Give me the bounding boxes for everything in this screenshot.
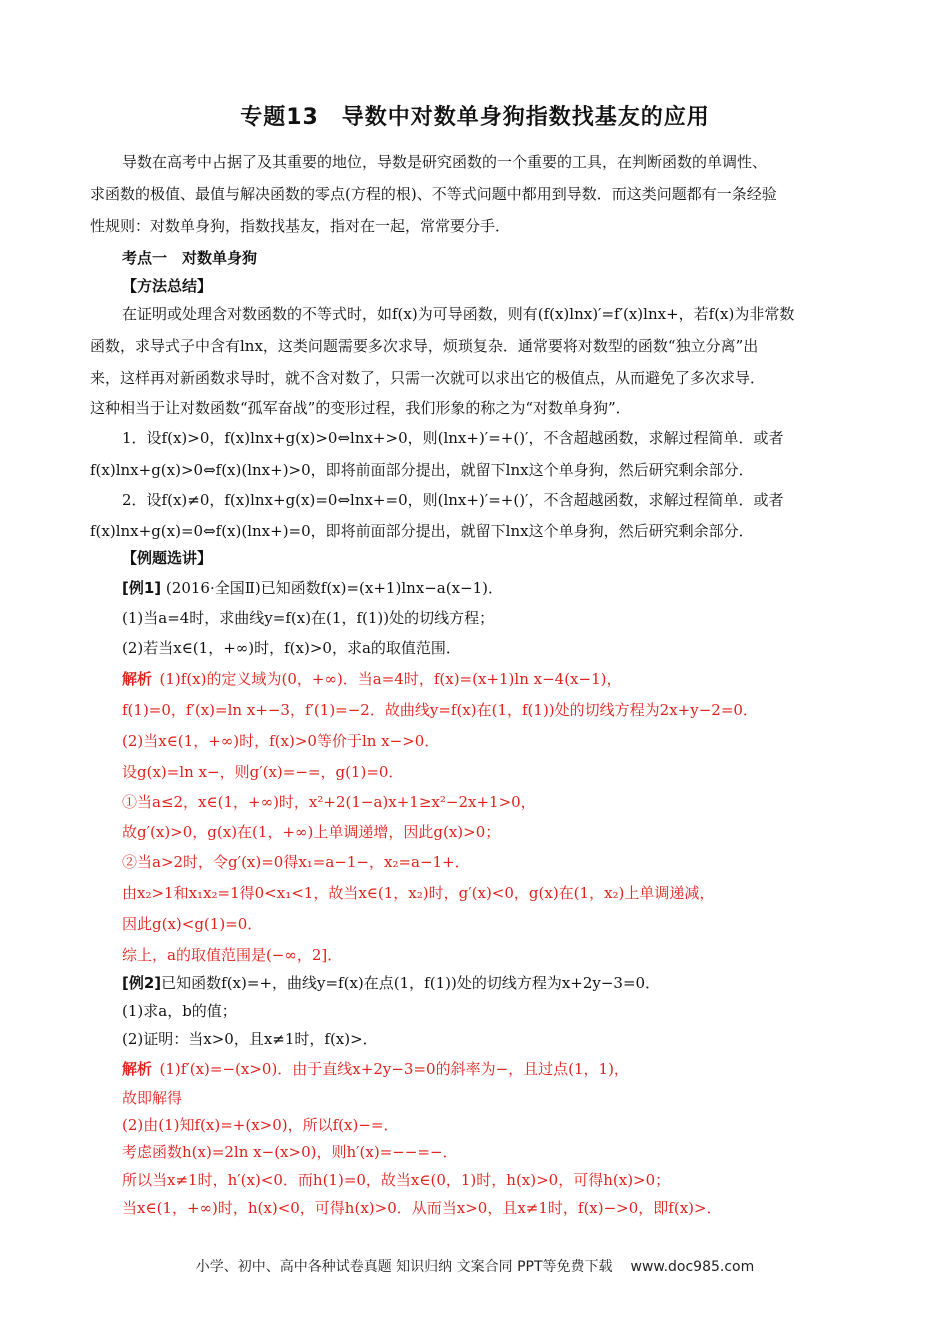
method-heading: 【方法总结】 — [122, 277, 213, 295]
page-title: 专题13 导数中对数单身狗指数找基友的应用 — [240, 105, 710, 130]
example2-text: 已知函数f(x)=+，曲线y=f(x)在点(1，f(1))处的切线方程为x+2y−3=0． — [161, 974, 661, 992]
solution1-line: (2)当x∈(1，+∞)时，f(x)>0等价于ln x−>0． — [122, 732, 440, 750]
solution1-line: ①当a≤2，x∈(1，+∞)时，x²+2(1−a)x+1≥x²−2x+1>0， — [122, 793, 536, 811]
example2-label: [例2] — [122, 974, 162, 992]
method-line: 这种相当于让对数函数“孤军奋战”的变形过程，我们形象的称之为“对数单身狗”． — [90, 399, 631, 417]
solution1-line: 因此g(x)<g(1)=0． — [122, 915, 263, 933]
example2-part1: (1)求a，b的值； — [122, 1002, 237, 1020]
intro-line: 求函数的极值、最值与解决函数的零点(方程的根)、不等式问题中都用到导数．而这类问题都有一条经验 — [90, 185, 777, 203]
footer-site-link[interactable]: www.doc985.com — [630, 1259, 755, 1275]
solution1-line: 由x₂>1和x₁x₂=1得0<x₁<1，故当x∈(1，x₂)时，g′(x)<0，g(x)在(1，x₂)上单调递减， — [122, 884, 715, 902]
example1-text: (2016·全国Ⅱ)已知函数f(x)=(x+1)lnx−a(x−1)． — [161, 579, 504, 597]
solution1-line: f(1)=0，f′(x)=ln x+−3，f′(1)=−2．故曲线y=f(x)在(1，f(1))处的切线方程为2x+y−2=0． — [122, 701, 758, 719]
solution2-line: 所以当x≠1时，h′(x)<0．而h(1)=0，故当x∈(0，1)时，h(x)>0，可得h(x)>0； — [122, 1171, 671, 1189]
method-line: 函数，求导式子中含有lnx，这类问题需要多次求导，烦琐复杂．通常要将对数型的函数“独立分离”出 — [90, 337, 759, 355]
rule-line: 2．设f(x)≠0，f(x)lnx+g(x)=0⇔lnx+=0，则(lnx+)′=+()′，不含超越函数，求解过程简单．或者 — [122, 491, 784, 509]
method-line: 在证明或处理含对数函数的不等式时，如f(x)为可导函数，则有(f(x)lnx)′=f′(x)lnx+，若f(x)为非常数 — [122, 305, 795, 323]
solution1-line: 故g′(x)>0，g(x)在(1，+∞)上单调递增，因此g(x)>0； — [122, 823, 501, 841]
solution2-line: 解析 (1)f′(x)=−(x>0)．由于直线x+2y−3=0的斜率为−，且过点(1，1)， — [122, 1060, 629, 1078]
solution2-line: (2)由(1)知f(x)=+(x>0)，所以f(x)−=． — [122, 1116, 399, 1134]
footer-text: 小学、初中、高中各种试卷真题 知识归纳 文案合同 PPT等免费下载 — [195, 1259, 613, 1275]
example1-label: [例1] — [122, 579, 162, 597]
page-footer — [0, 1256, 950, 1276]
example1-part1: (1)当a=4时，求曲线y=f(x)在(1，f(1))处的切线方程； — [122, 609, 495, 627]
example2-question — [122, 973, 912, 993]
examples-heading: 【例题选讲】 — [122, 549, 213, 567]
solution1-line: 解析 (1)f(x)的定义域为(0，+∞)．当a=4时，f(x)=(x+1)ln x−4(x−1)， — [122, 670, 622, 688]
solution2-label: 解析 — [122, 1060, 153, 1078]
rule-line: 1．设f(x)>0，f(x)lnx+g(x)>0⇔lnx+>0，则(lnx+)′=+()′，不含超越函数，求解过程简单．或者 — [122, 429, 784, 447]
intro-line: 导数在高考中占据了及其重要的地位，导数是研究函数的一个重要的工具，在判断函数的单调性、 — [122, 153, 768, 171]
intro-line: 性规则：对数单身狗，指数找基友，指对在一起，常常要分手． — [90, 217, 511, 235]
example1-part2: (2)若当x∈(1，+∞)时，f(x)>0，求a的取值范围． — [122, 639, 461, 657]
example2-part2: (2)证明：当x>0，且x≠1时，f(x)>． — [122, 1030, 378, 1048]
solution1-line: 综上，a的取值范围是(−∞，2]． — [122, 946, 343, 964]
rule-line: f(x)lnx+g(x)>0⇔f(x)(lnx+)>0，即将前面部分提出，就留下lnx这个单身狗，然后研究剩余部分． — [90, 461, 754, 479]
solution2-line: 当x∈(1，+∞)时，h(x)<0，可得h(x)>0．从而当x>0，且x≠1时，f(x)−>0，即f(x)>． — [122, 1199, 722, 1217]
solution2-line: 故即解得 — [122, 1089, 183, 1107]
section-heading: 考点一 对数单身狗 — [122, 249, 258, 267]
solution1-line: 设g(x)=ln x−，则g′(x)=−=，g(1)=0． — [122, 763, 404, 781]
method-line: 来，这样再对新函数求导时，就不含对数了，只需一次就可以求出它的极值点，从而避免了多次求导． — [90, 369, 766, 387]
solution2-line: 考虑函数h(x)=2ln x−(x>0)，则h′(x)=−−=−． — [122, 1143, 458, 1161]
solution1-line: ②当a>2时，令g′(x)=0得x₁=a−1−，x₂=a−1+． — [122, 853, 470, 871]
solution1-label: 解析 — [122, 670, 153, 688]
rule-line: f(x)lnx+g(x)=0⇔f(x)(lnx+)=0，即将前面部分提出，就留下lnx这个单身狗，然后研究剩余部分． — [90, 522, 754, 540]
example1-question — [122, 578, 912, 598]
